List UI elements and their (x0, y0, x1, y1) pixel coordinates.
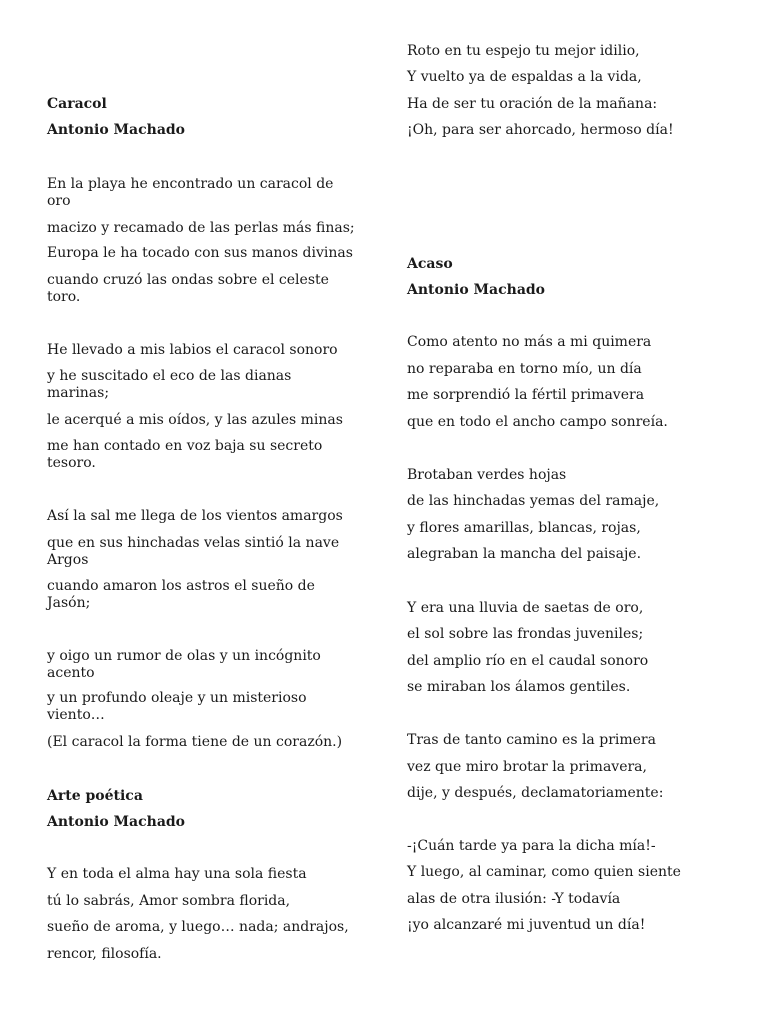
poem-line: dije, y después, declamatoriamente: (407, 785, 664, 801)
left-column (47, 0, 377, 1024)
poem-line: me han contado en voz baja su secreto (47, 438, 323, 454)
poem-line: oro (47, 193, 71, 209)
poem-line: Roto en tu espejo tu mejor idilio, (407, 43, 640, 59)
poem-line: He llevado a mis labios el caracol sonoro (47, 342, 338, 358)
poem-line: Europa le ha tocado con sus manos divinas (47, 245, 353, 261)
poem-line: (El caracol la forma tiene de un corazón.) (47, 734, 343, 750)
poem-line: Y en toda el alma hay una sola fiesta (47, 866, 307, 882)
poem-line: y he suscitado el eco de las dianas (47, 368, 292, 384)
poem-line: Argos (47, 552, 89, 568)
poem-line: no reparaba en torno mío, un día (407, 361, 642, 377)
poem-line: acento (47, 665, 95, 681)
poem-line: y flores amarillas, blancas, rojas, (407, 520, 641, 536)
poem-title: Caracol (47, 96, 107, 112)
poem-line: y oigo un rumor de olas y un incógnito (47, 648, 321, 664)
poem-line: Como atento no más a mi quimera (407, 334, 652, 350)
poem-line: alas de otra ilusión: -Y todavía (407, 891, 621, 907)
poem-line: ¡Oh, para ser ahorcado, hermoso día! (407, 122, 674, 138)
poem-line: le acerqué a mis oídos, y las azules minas (47, 412, 343, 428)
poem-line: que en todo el ancho campo sonreía. (407, 414, 668, 430)
poem-line: de las hinchadas yemas del ramaje, (407, 493, 660, 509)
poem-line: Y era una lluvia de saetas de oro, (407, 600, 644, 616)
poem-line: ¡yo alcanzaré mi juventud un día! (407, 917, 646, 933)
poem-line: me sorprendió la fértil primavera (407, 387, 645, 403)
poem-line: cuando cruzó las ondas sobre el celeste (47, 272, 329, 288)
poem-title: Acaso (407, 256, 453, 272)
poem-line: Jasón; (47, 595, 91, 611)
poem-line: Así la sal me llega de los vientos amargos (47, 508, 343, 524)
poem-line: toro. (47, 289, 81, 305)
poem-line: cuando amaron los astros el sueño de (47, 578, 315, 594)
right-column (407, 0, 737, 1024)
poem-line: tú lo sabrás, Amor sombra florida, (47, 893, 291, 909)
poem-line: y un profundo oleaje y un misterioso (47, 690, 307, 706)
poem-line: -¡Cuán tarde ya para la dicha mía!- (407, 838, 656, 854)
poem-author: Antonio Machado (407, 282, 546, 298)
poem-line: marinas; (47, 385, 110, 401)
poem-line: alegraban la mancha del paisaje. (407, 546, 642, 562)
poem-line: macizo y recamado de las perlas más finas; (47, 220, 355, 236)
poem-line: En la playa he encontrado un caracol de (47, 176, 334, 192)
poem-line: Tras de tanto camino es la primera (407, 732, 656, 748)
poem-line: tesoro. (47, 455, 96, 471)
poem-line: rencor, filosofía. (47, 946, 162, 962)
poem-line: se miraban los álamos gentiles. (407, 679, 631, 695)
poem-line: que en sus hinchadas velas sintió la nave (47, 535, 340, 551)
poem-author: Antonio Machado (47, 814, 186, 830)
poem-line: Brotaban verdes hojas (407, 467, 567, 483)
poem-title: Arte poética (47, 788, 143, 804)
poem-line: sueño de aroma, y luego… nada; andrajos, (47, 919, 349, 935)
poem-author: Antonio Machado (47, 122, 186, 138)
poem-line: el sol sobre las frondas juveniles; (407, 626, 644, 642)
poem-line: Y vuelto ya de espaldas a la vida, (407, 69, 642, 85)
poem-line: viento… (47, 707, 105, 723)
poem-line: Ha de ser tu oración de la mañana: (407, 96, 658, 112)
poem-line: vez que miro brotar la primavera, (407, 759, 647, 775)
poem-line: Y luego, al caminar, como quien siente (407, 864, 681, 880)
poem-line: del amplio río en el caudal sonoro (407, 653, 649, 669)
